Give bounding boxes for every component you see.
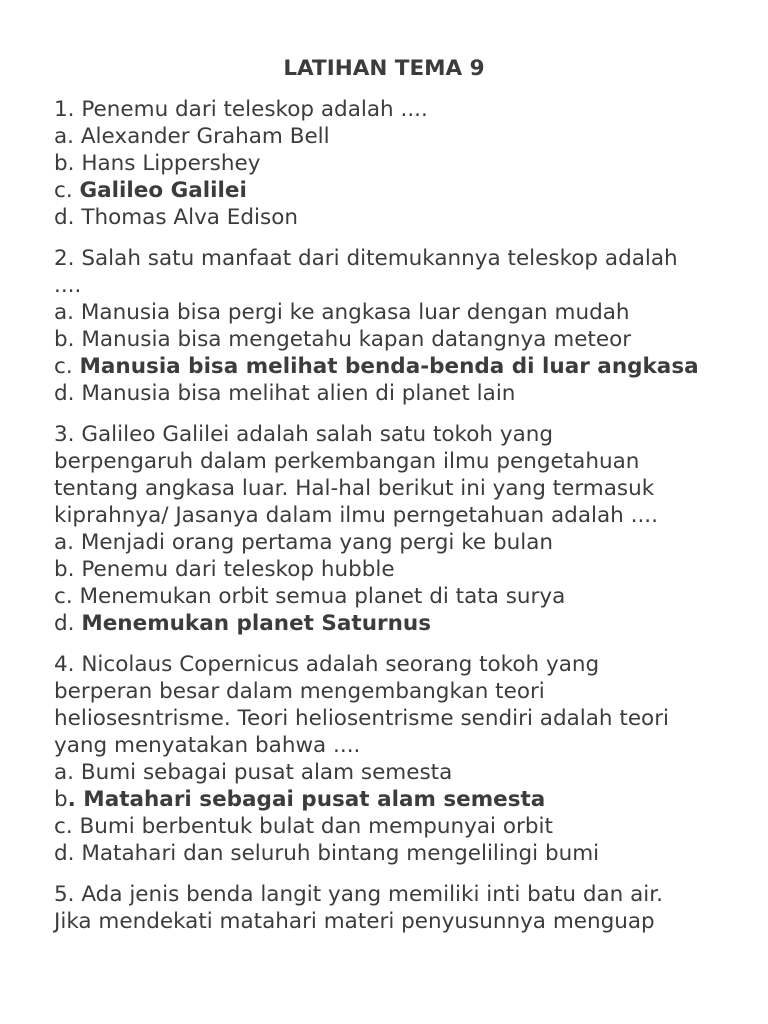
correct-answer: . Matahari sebagai pusat alam semesta	[67, 787, 546, 812]
option-d: d. Manusia bisa melihat alien di planet lain	[54, 381, 516, 406]
question-stem: 1. Penemu dari teleskop adalah ....	[54, 97, 428, 122]
option-c: c. Bumi berbentuk bulat dan mempunyai orbit	[54, 814, 553, 839]
option-prefix: c.	[54, 178, 80, 203]
question-stem-line: 4. Nicolaus Copernicus adalah seorang tokoh yang	[54, 652, 600, 677]
page-title: LATIHAN TEMA 9	[283, 56, 485, 81]
option-a: a. Manusia bisa pergi ke angkasa luar dengan mudah	[54, 300, 630, 325]
question-stem-line: berperan besar dalam mengembangkan teori	[54, 679, 545, 704]
option-prefix: c.	[54, 354, 80, 379]
option-c: c. Menemukan orbit semua planet di tata surya	[54, 584, 566, 609]
question-stem-line: heliosesntrisme. Teori heliosentrisme sendiri adalah teori	[54, 706, 670, 731]
option-prefix: d.	[54, 611, 82, 636]
question-stem-line: 3. Galileo Galilei adalah salah satu tokoh yang	[54, 422, 554, 447]
question-2	[54, 245, 724, 407]
correct-answer: Manusia bisa melihat benda-benda di luar angkasa	[79, 354, 699, 379]
correct-answer: Menemukan planet Saturnus	[81, 611, 432, 636]
option-d: d. Matahari dan seluruh bintang mengelilingi bumi	[54, 841, 600, 866]
option-c	[54, 353, 724, 380]
correct-answer: Galileo Galilei	[79, 178, 247, 203]
question-stem-line: kiprahnya/ Jasanya dalam ilmu perngetahuan adalah ....	[54, 503, 658, 528]
option-b	[54, 786, 724, 813]
question-stem-line: yang menyatakan bahwa ....	[54, 733, 361, 758]
option-a: a. Menjadi orang pertama yang pergi ke bulan	[54, 530, 553, 555]
question-stem-line: 5. Ada jenis benda langit yang memiliki inti batu dan air.	[54, 882, 663, 907]
question-5	[54, 881, 724, 935]
option-b: b. Hans Lippershey	[54, 151, 261, 176]
option-a: a. Bumi sebagai pusat alam semesta	[54, 760, 453, 785]
option-c	[54, 177, 724, 204]
option-b: b. Penemu dari teleskop hubble	[54, 557, 395, 582]
question-4	[54, 651, 724, 867]
option-prefix: b	[54, 787, 68, 812]
question-stem-line: tentang angkasa luar. Hal-hal berikut ini yang termasuk	[54, 476, 655, 501]
option-b: b. Manusia bisa mengetahu kapan datangnya meteor	[54, 327, 632, 352]
option-d	[54, 610, 724, 637]
question-stem-line: Jika mendekati matahari materi penyusunnya menguap	[54, 909, 655, 934]
option-d: d. Thomas Alva Edison	[54, 205, 298, 230]
question-3	[54, 421, 724, 637]
question-stem-line: 2. Salah satu manfaat dari ditemukannya teleskop adalah	[54, 246, 678, 271]
question-stem-line: ....	[54, 273, 82, 298]
option-a: a. Alexander Graham Bell	[54, 124, 330, 149]
question-list	[54, 96, 724, 949]
question-stem-line: berpengaruh dalam perkembangan ilmu pengetahuan	[54, 449, 640, 474]
question-1	[54, 96, 724, 231]
